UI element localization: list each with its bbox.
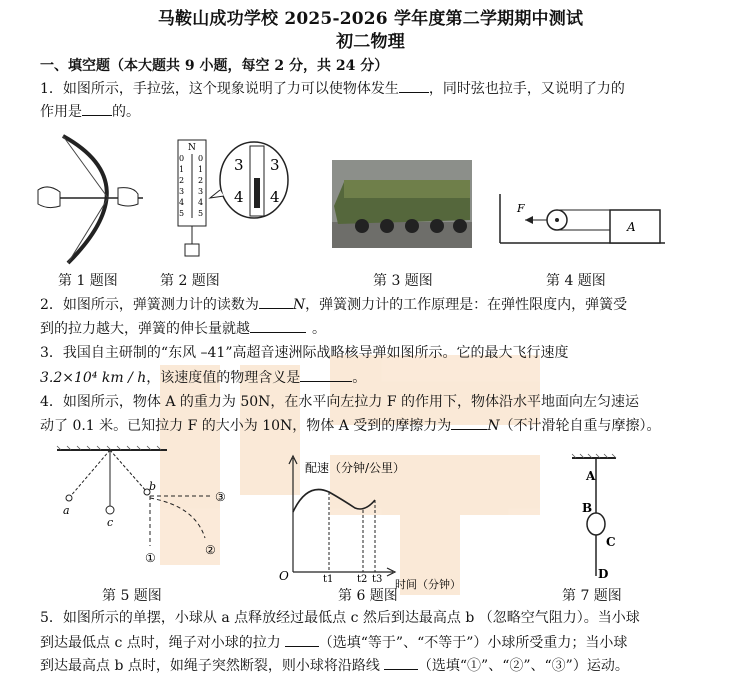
bow-figure (38, 128, 150, 268)
caption-fig-7: 第 7 题图 (562, 588, 622, 604)
svg-text:B: B (582, 501, 593, 515)
question-5-line-1: 5．如图所示的单摆，小球从 a 点释放经过最低点 c 然后到达最高点 b （忽略空气阻力）。当小球 (40, 610, 640, 626)
svg-text:4: 4 (179, 198, 185, 207)
svg-text:t3: t3 (372, 574, 383, 585)
answer-blank[interactable] (259, 294, 293, 309)
svg-text:配速（分钟/公里）: 配速（分钟/公里） (305, 461, 406, 475)
question-2-line-2: 到的拉力越大，弹簧的伸长量就越 。 (40, 318, 704, 340)
svg-text:A: A (627, 220, 636, 234)
svg-text:t1: t1 (323, 574, 334, 585)
svg-text:3: 3 (179, 187, 185, 196)
svg-text:③: ③ (215, 490, 226, 504)
svg-text:a: a (63, 504, 70, 517)
caption-fig-1: 第 1 题图 (58, 273, 118, 289)
svg-text:②: ② (205, 543, 216, 557)
svg-text:3: 3 (270, 156, 280, 174)
spring-scale-figure (170, 132, 290, 267)
question-1-line-2: 作用是 的。 (40, 101, 704, 123)
question-1-line-1: 1．如图所示，手拉弦，这个现象说明了力可以使物体发生 ，同时弦也拉手，又说明了力的 (40, 78, 704, 100)
pace-time-graph (275, 452, 525, 591)
svg-text:2: 2 (198, 176, 204, 185)
svg-text:A: A (586, 469, 596, 483)
svg-text:0: 0 (179, 154, 185, 163)
question-2-line-1: 2．如图所示，弹簧测力计的读数为 N，弹簧测力计的工作原理是：在弹性限度内，弹簧受 (40, 294, 704, 316)
caption-fig-4: 第 4 题图 (546, 273, 606, 289)
svg-text:t2: t2 (357, 574, 368, 585)
svg-text:1: 1 (198, 165, 204, 174)
question-3-line-1: 3．我国自主研制的“东风 –41”高超音速洲际战略核导弹如图所示。它的最大飞行速度 (40, 345, 569, 361)
pendulum-figure (55, 446, 245, 566)
answer-blank[interactable] (384, 655, 418, 670)
svg-text:5: 5 (198, 209, 204, 218)
svg-text:c: c (107, 516, 114, 529)
page-title: 马鞍山成功学校 2025-2026 学年度第二学期期中测试 (157, 9, 584, 29)
svg-text:N: N (188, 143, 196, 153)
question-5-line-3: 到达最高点 b 点时，如绳子突然断裂，则小球将沿路线 （选填“①”、“②”、“③”）运动。 (40, 655, 704, 677)
svg-text:O: O (279, 569, 289, 583)
svg-text:D: D (598, 567, 609, 581)
question-5-line-2: 到达最低点 c 点时，绳子对小球的拉力 （选填“等于”、“不等于”）小球所受重力；当小球 (40, 632, 704, 654)
svg-text:4: 4 (198, 198, 204, 207)
answer-blank[interactable] (300, 367, 352, 382)
svg-text:0: 0 (198, 154, 204, 163)
section-heading: 一、填空题（本大题共 9 小题，每空 2 分，共 24 分） (40, 58, 389, 74)
missile-vehicle-photo (332, 160, 472, 248)
svg-text:b: b (149, 480, 157, 493)
svg-text:5: 5 (179, 209, 185, 218)
question-4-line-1: 4．如图所示，物体 A 的重力为 50N，在水平向左拉力 F 的作用下，物体沿水平地面向左匀速运 (40, 394, 640, 410)
caption-fig-5: 第 5 题图 (102, 588, 162, 604)
rope-ball-figure (566, 454, 626, 584)
answer-blank[interactable] (451, 415, 487, 430)
answer-blank[interactable] (399, 78, 429, 93)
page-subtitle: 初二物理 (336, 32, 405, 52)
svg-text:4: 4 (234, 188, 244, 206)
svg-text:C: C (606, 535, 616, 549)
caption-fig-6: 第 6 题图 (338, 588, 398, 604)
svg-text:3: 3 (234, 156, 244, 174)
question-4-line-2: 动了 0.1 米。已知拉力 F 的大小为 10N，物体 A 受到的摩擦力为 N（不计滑轮自重与摩擦）。 (40, 415, 704, 437)
answer-blank[interactable] (250, 318, 306, 333)
answer-blank[interactable] (285, 632, 319, 647)
svg-text:3: 3 (198, 187, 204, 196)
svg-text:时间（分钟）: 时间（分钟） (395, 578, 461, 591)
answer-blank[interactable] (82, 101, 112, 116)
svg-text:1: 1 (179, 165, 185, 174)
svg-text:2: 2 (179, 176, 185, 185)
question-3-line-2: 3.2×10⁴ km / h，该速度值的物理含义是 。 (40, 367, 704, 389)
caption-fig-2: 第 2 题图 (160, 273, 220, 289)
svg-text:①: ① (145, 551, 156, 565)
caption-fig-3: 第 3 题图 (373, 273, 433, 289)
svg-text:4: 4 (270, 188, 280, 206)
svg-text:F: F (517, 202, 525, 215)
pulley-block-figure (495, 188, 670, 248)
